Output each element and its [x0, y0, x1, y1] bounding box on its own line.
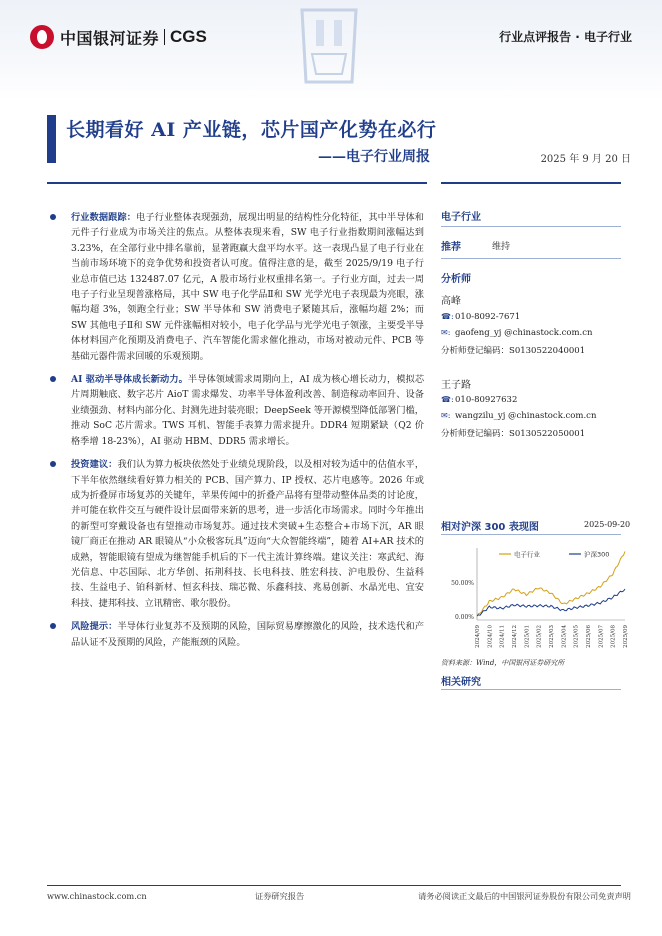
bullet-text: 电子行业整体表现强劲，展现出明显的结构性分化特征，其中半导体和元件子行业成为市场关注的焦点。从整体表现来看，SW 电子行业指数期间涨幅达到 3.23%，在全部行业中排名靠前，显著跑赢大盘平均水平。这一表现凸显了电子行业在当前市场环境下的竞争优势和投资者认可度。值得注意的是，截至 2025/9/19 电子行业总市值已达 132487.07 亿元，A 股市场行业权重排名第一。子行业方面，过去一周电子子行业呈现普涨格局，其中 SW 电子化学品Ⅱ和 SW 光学光电子表现最为亮眼，涨幅均超 3%，领跑全行业；SW 半导体和 SW 消费电子紧随其后，涨幅均超 2%；而 SW 其他电子Ⅱ和 SW 元件涨幅相对较小，电子化学品与光学光电子领涨，主要受半导体材料国产化预期及消费电子、汽车智能化需求催化推动，市场对被动元件、PCB 等基础元器件需求回暖的乐观预期。: [71, 212, 424, 362]
legend-label: 沪深300: [584, 550, 610, 559]
chart-title: 相对沪深 300 表现图: [441, 522, 539, 533]
footer-site[interactable]: www.chinastock.com.cn: [47, 891, 147, 901]
x-tick-label: 2025/01: [524, 625, 531, 648]
email-icon: ✉:: [441, 328, 451, 337]
footer-center: 证券研究报告: [255, 891, 305, 901]
emblem-icon: [294, 6, 364, 86]
bullet-dot: [50, 376, 56, 382]
logo-en: CGS: [170, 27, 207, 46]
x-tick-label: 2024/11: [499, 625, 506, 648]
industry-label: 电子行业: [441, 212, 481, 223]
analyst-email[interactable]: ✉: wangzilu_yj @chinastock.com.cn: [441, 411, 597, 421]
side-divider: [441, 258, 621, 259]
footer-rule: [47, 885, 621, 886]
analyst-cert: 分析师登记编码：S0130522040001: [441, 346, 586, 356]
logo-divider: [164, 29, 165, 45]
bullet-dot: [50, 461, 56, 467]
report-type: 行业点评报告 · 电子行业: [499, 30, 632, 44]
related-research-label: 相关研究: [441, 677, 481, 688]
bullet-ai-driver: [50, 372, 424, 449]
bullet-text: 半导体行业复苏不及预期的风险，国际贸易摩擦激化的风险，技术迭代和产品认证不及预期的风险，产能瓶颈的风险。: [71, 621, 425, 648]
logo-icon: [30, 25, 54, 49]
rating-value: 维持: [492, 242, 511, 252]
bullet-text: 半导体领域需求周期向上，AI 成为核心增长动力，模拟芯片周期触底、数字芯片 AioT 需求爆发、功率半导体盈利改善、制造稼动率回升、设备业绩强劲、材料内部分化、封测先进封装亮眼；DeepSeek 等开源模型降低部署门槛，推动 SoC 芯片需求。TWS 耳机、智能手表算力需求提升。DDR4 短期紧缺（Q2 价格季增 18-23%），AI 驱动 HBM、DDR5 需求增长。: [71, 374, 425, 447]
title-rule: [47, 182, 427, 184]
bullet-risk: [50, 619, 424, 650]
report-title: 长期看好 AI 产业链，芯片国产化势在必行: [66, 119, 437, 141]
bullet-dot: [50, 214, 56, 220]
y-tick-label: 0.00%: [454, 614, 474, 622]
bullet-investment: [50, 457, 424, 611]
analyst-name: 高峰: [441, 296, 461, 307]
x-tick-label: 2025/04: [561, 625, 568, 648]
bullet-head: 行业数据跟踪：: [71, 212, 137, 223]
bullet-head: 投资建议：: [71, 459, 118, 471]
analyst-name: 王子路: [441, 380, 471, 391]
analyst-cert: 分析师登记编码：S0130522050001: [441, 429, 586, 439]
x-tick-label: 2025/09: [623, 625, 629, 648]
x-tick-label: 2025/08: [610, 625, 617, 648]
bullet-data-tracking: [50, 210, 424, 364]
title-accent-bar: [47, 115, 56, 163]
bullet-text: 我们认为算力板块依然处于业绩兑现阶段，以及相对较为适中的估值水平，下半年依然继续看好算力相关的 PCB、国产算力、IP 授权、芯片电感等。2026 年或成为折叠屏市场复苏的关键年，苹果传闻中的折叠产品将有望带动整体品类的讨论度，并可能在软件交互与硬件设计层面带来新的思考，进一步活化市场需求。同时今年推出的新型可穿戴设备也有望推动市场复苏。通过技术突破+生态整合+市场下沉，AR 眼镜厂商正在推动 AR 眼镜从“小众极客玩具”迈向“大众智能终端”，随着 AI+AR 技术的成熟，智能眼镜有望成为继智能手机后的下一代主流计算终端。建议关注：寒武纪、海光信息、中芯国际、北方华创、拓荆科技、长电科技、胜宏科技、沪电股份、生益科技、生益电子、铂科新材、恒玄科技、瑞芯微、乐鑫科技、兆易创新、水晶光电、宜安科技、捷邦科技、立讯精密、歌尔股份。: [71, 459, 425, 609]
x-tick-label: 2025/05: [573, 625, 580, 648]
x-tick-label: 2025/06: [586, 625, 592, 648]
x-tick-label: 2025/02: [536, 625, 543, 648]
bullet-head: AI 驱动半导体成长新动力。: [71, 374, 188, 386]
report-subtitle: ——电子行业周报: [318, 149, 430, 165]
analyst-email[interactable]: ✉: gaofeng_yj @chinastock.com.cn: [441, 328, 593, 338]
x-tick-label: 2025/07: [598, 625, 605, 648]
x-tick-label: 2024/12: [512, 625, 518, 648]
side-rule: [441, 182, 621, 184]
chart-date: 2025-09-20: [584, 520, 631, 529]
x-tick-label: 2025/03: [549, 625, 555, 648]
x-tick-label: 2024/10: [487, 625, 494, 648]
side-divider: [441, 534, 621, 535]
rating-label: 推荐: [441, 242, 461, 253]
legend-label: 电子行业: [514, 550, 540, 559]
analyst-phone: ☎:010-8092-7671: [441, 312, 521, 322]
side-divider: [441, 689, 621, 690]
bullet-dot: [50, 623, 56, 629]
footer-disclaimer: 请务必阅读正文最后的中国银河证券股份有限公司免责声明: [418, 891, 631, 901]
logo-cn: 中国银河证券: [60, 28, 160, 48]
report-date: 2025 年 9 月 20 日: [540, 154, 631, 165]
bullet-head: 风险提示：: [71, 621, 118, 633]
logo: [30, 22, 207, 52]
x-tick-label: 2024/09: [475, 625, 481, 648]
relative-performance-chart: [441, 538, 631, 656]
series-line-0: [477, 551, 625, 616]
y-tick-label: 50.00%: [451, 579, 474, 587]
phone-icon: ☎:: [441, 395, 454, 404]
phone-icon: ☎:: [441, 312, 454, 321]
chart-source: 资料来源：Wind，中国银河证券研究所: [441, 659, 565, 667]
email-icon: ✉:: [441, 411, 451, 420]
analysts-label: 分析师: [441, 274, 471, 285]
report-body: [50, 210, 424, 658]
side-divider: [441, 226, 621, 227]
analyst-phone: ☎:010-80927632: [441, 395, 518, 405]
